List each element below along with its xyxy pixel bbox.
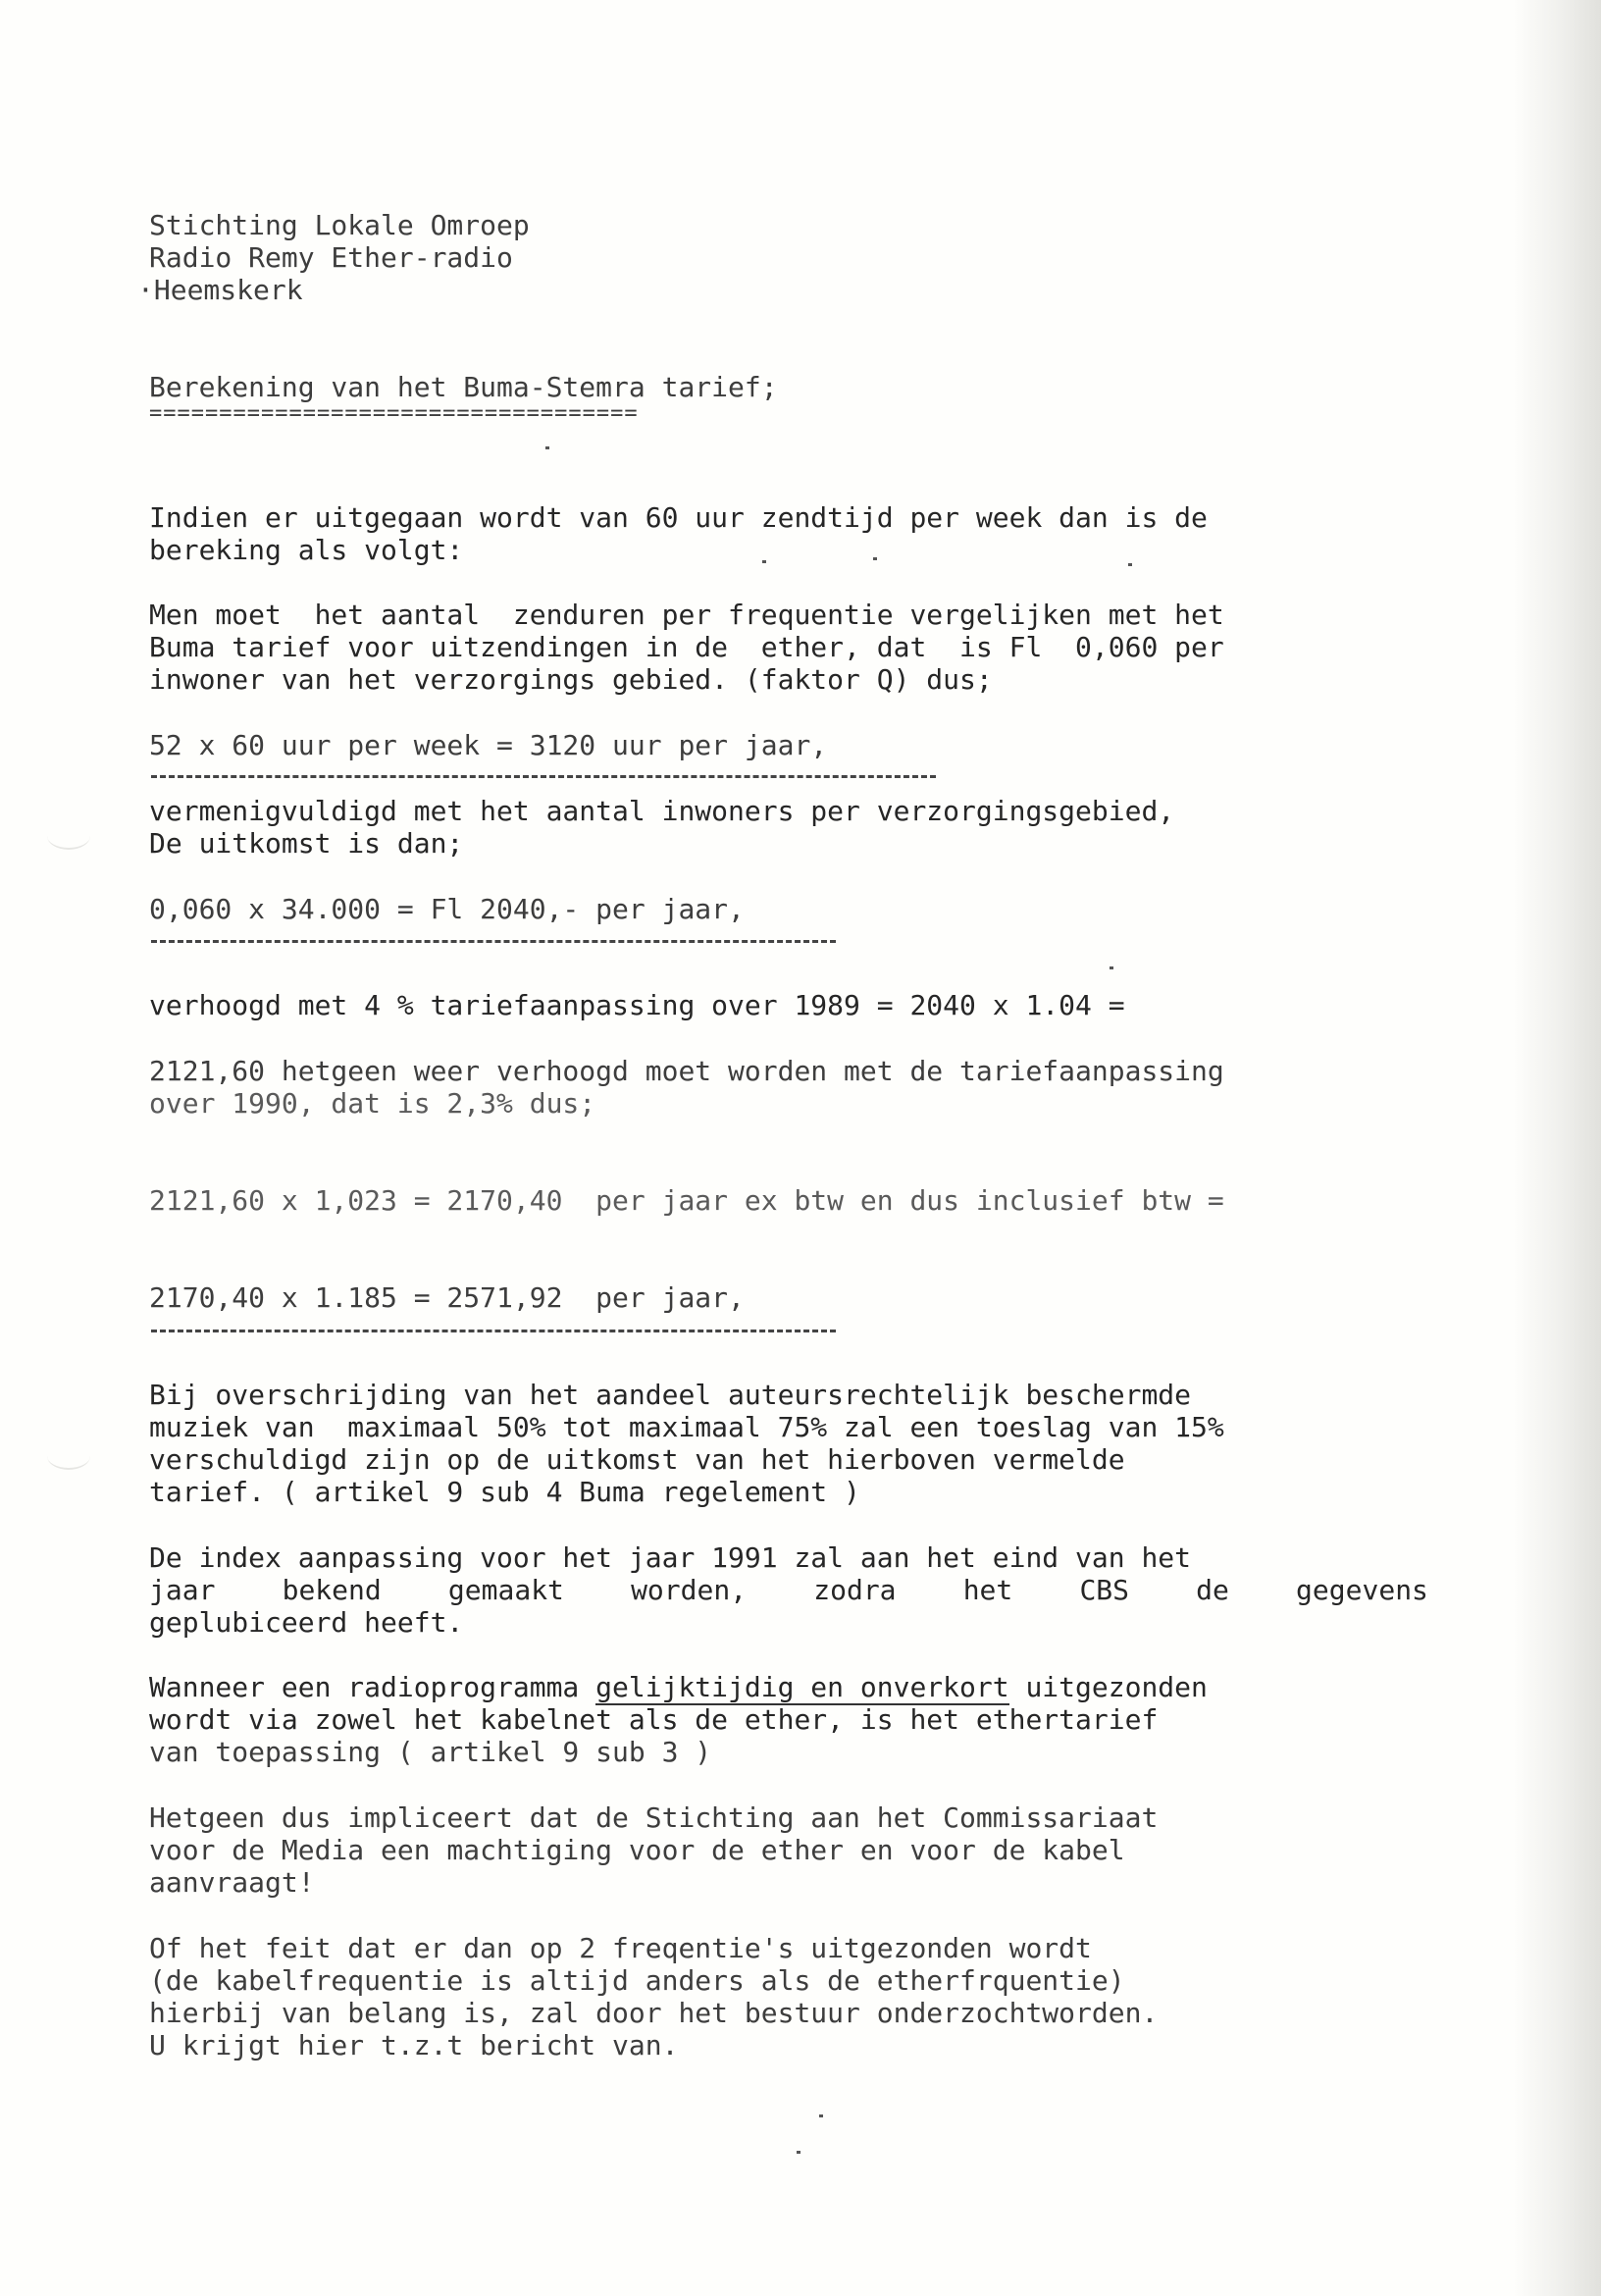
scan-speck: [545, 446, 549, 449]
punch-hole-mark: [47, 1442, 90, 1470]
letterhead-organization: Stichting Lokale Omroep: [149, 209, 530, 241]
scan-speck: [1110, 966, 1113, 969]
broadcast-paragraph-line-2: wordt via zowel het kabelnet als de ether, is het ethertarief: [149, 1703, 1159, 1736]
broadcast-paragraph-line-1: [149, 1671, 1208, 1703]
broadcast-paragraph-line-3: van toepassing ( artikel 9 sub 3 ): [149, 1736, 712, 1768]
license-paragraph-line-3: aanvraagt!: [149, 1866, 315, 1899]
calculation-base-tariff: 0,060 x 34.000 = Fl 2040,- per jaar,: [149, 893, 745, 925]
surcharge-paragraph-line-1: Bij overschrijding van het aandeel auteursrechtelijk beschermde: [149, 1379, 1192, 1411]
scan-speck: [873, 557, 877, 560]
tariff-paragraph-line-2: Buma tarief voor uitzendingen in de ether, dat is Fl 0,060 per: [149, 631, 1224, 663]
word: gegevens: [1296, 1574, 1428, 1606]
frequency-paragraph-line-2: (de kabelfrequentie is altijd anders als de etherfrquentie): [149, 1964, 1125, 1997]
intro-line-1: Indien er uitgegaan wordt van 60 uur zendtijd per week dan is de: [149, 501, 1208, 534]
subject-title: Berekening van het Buma-Stemra tarief;: [149, 371, 778, 403]
increase-paragraph-line-1: 2121,60 hetgeen weer verhoogd moet worden met de tariefaanpassing: [149, 1055, 1224, 1087]
surcharge-paragraph-line-2: muziek van maximaal 50% tot maximaal 75% zal een toeslag van 15%: [149, 1411, 1224, 1443]
scan-speck: [797, 2151, 800, 2154]
word: worden,: [631, 1574, 748, 1606]
index-paragraph-line-3: geplubiceerd heeft.: [149, 1606, 464, 1639]
scan-speck: [762, 560, 766, 563]
multiply-paragraph-line-1: vermenigvuldigd met het aantal inwoners per verzorgingsgebied,: [149, 795, 1175, 827]
broadcast-text-end: uitgezonden: [1008, 1671, 1208, 1703]
underlined-emphasis: gelijktijdig en onverkort: [595, 1671, 1009, 1703]
frequency-paragraph-line-1: Of het feit dat er dan op 2 freqentie's uitgezonden wordt: [149, 1932, 1092, 1964]
license-paragraph-line-2: voor de Media een machtiging voor de ether en voor de kabel: [149, 1834, 1125, 1866]
intro-line-2: bereking als volgt:: [149, 534, 464, 566]
license-paragraph-line-1: Hetgeen dus impliceert dat de Stichting aan het Commissariaat: [149, 1801, 1159, 1834]
frequency-paragraph-line-3: hierbij van belang is, zal door het bestuur onderzochtworden.: [149, 1997, 1159, 2029]
scan-speck: [1128, 563, 1132, 566]
index-paragraph-line-2: [149, 1574, 1428, 1606]
word: zodra: [813, 1574, 897, 1606]
punch-hole-mark: [47, 822, 90, 850]
tariff-paragraph-line-1: Men moet het aantal zenduren per frequentie vergelijken met het: [149, 599, 1224, 631]
letterhead-town: ·Heemskerk: [137, 274, 303, 306]
calculation-1989-increase: verhoogd met 4 % tariefaanpassing over 1989 = 2040 x 1.04 =: [149, 989, 1125, 1021]
word: jaar: [149, 1574, 216, 1606]
surcharge-paragraph-line-4: tarief. ( artikel 9 sub 4 Buma regelement ): [149, 1476, 860, 1508]
subject-double-rule: ===================================: [149, 401, 639, 426]
index-paragraph-line-1: De index aanpassing voor het jaar 1991 zal aan het eind van het: [149, 1541, 1192, 1574]
calculation-hours: 52 x 60 uur per week = 3120 uur per jaar,: [149, 729, 828, 761]
scan-speck: [819, 2114, 823, 2117]
scan-edge-shadow: [1513, 0, 1601, 2296]
tariff-paragraph-line-3: inwoner van het verzorgings gebied. (faktor Q) dus;: [149, 663, 993, 696]
letterhead-station: Radio Remy Ether-radio: [149, 241, 513, 274]
word: bekend: [282, 1574, 382, 1606]
frequency-paragraph-line-4: U krijgt hier t.z.t bericht van.: [149, 2029, 679, 2061]
dashed-separator: [151, 940, 836, 943]
calculation-including-vat: 2170,40 x 1.185 = 2571,92 per jaar,: [149, 1281, 745, 1314]
dashed-separator: [151, 1330, 836, 1332]
surcharge-paragraph-line-3: verschuldigd zijn op de uitkomst van het hierboven vermelde: [149, 1443, 1125, 1476]
calculation-1990-increase: 2121,60 x 1,023 = 2170,40 per jaar ex btw en dus inclusief btw =: [149, 1184, 1224, 1217]
increase-paragraph-line-2: over 1990, dat is 2,3% dus;: [149, 1087, 596, 1120]
word: de: [1196, 1574, 1229, 1606]
word: gemaakt: [447, 1574, 564, 1606]
word: CBS: [1079, 1574, 1130, 1606]
broadcast-text-start: Wanneer een radioprogramma: [149, 1671, 596, 1703]
multiply-paragraph-line-2: De uitkomst is dan;: [149, 827, 464, 860]
word: het: [962, 1574, 1013, 1606]
dashed-separator: [151, 775, 936, 778]
